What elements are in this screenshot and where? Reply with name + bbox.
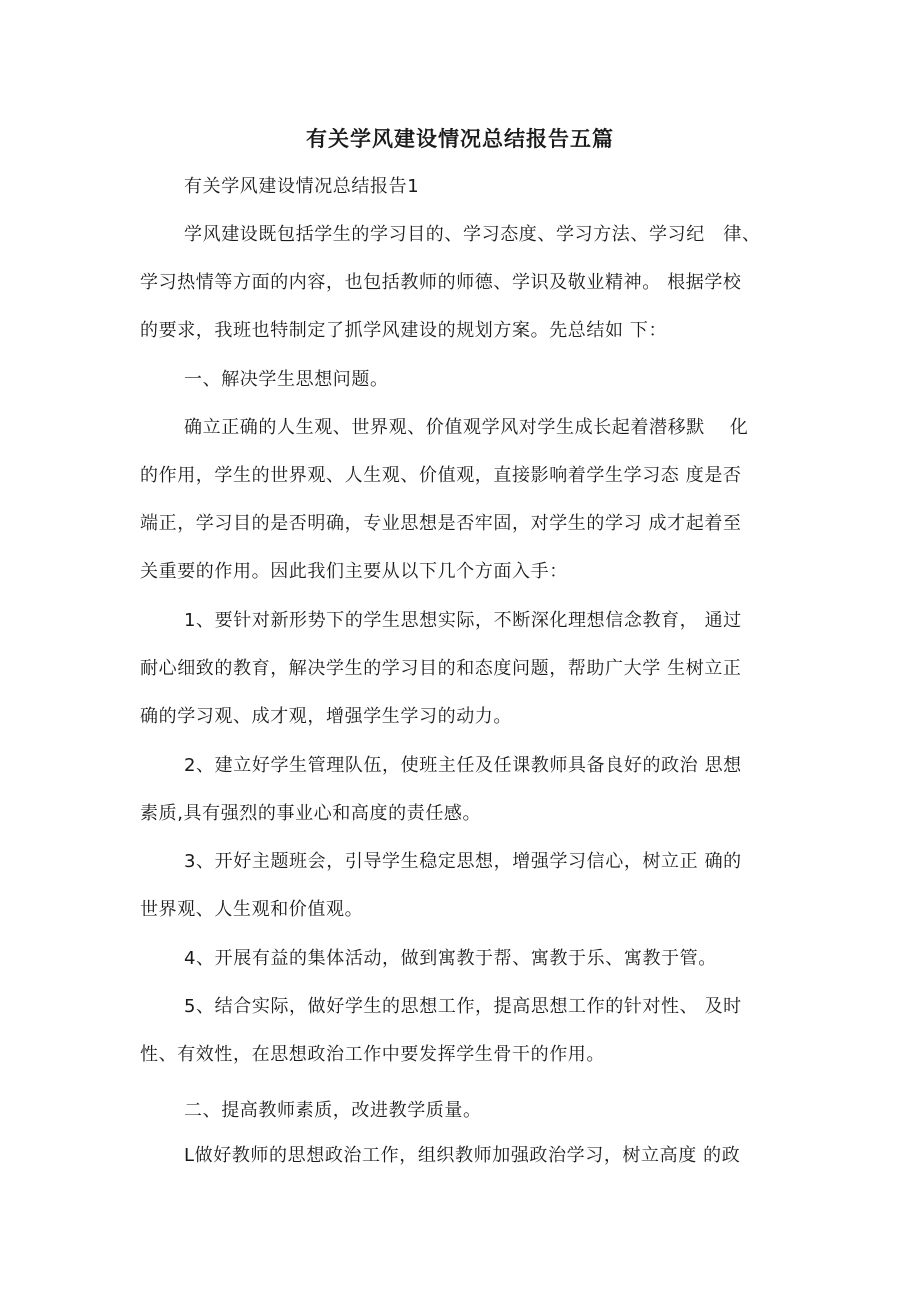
paragraph-line: L做好教师的思想政治工作，组织教师加强政治学习，树立高度 的政: [184, 1145, 741, 1166]
section-heading-1: 一、解决学生思想问题。: [184, 369, 389, 390]
paragraph-line: 端正，学习目的是否明确，专业思想是否牢固，对学生的学习 成才起着至: [140, 513, 742, 534]
paragraph-line: 确的学习观、成才观，增强学生学习的动力。: [140, 706, 512, 727]
list-item-1: 1、要针对新形势下的学生思想实际，不断深化理想信念教育， 通过: [184, 610, 742, 631]
list-item-3: 3、开好主题班会，引导学生稳定思想，增强学习信心，树立正 确的: [184, 851, 742, 872]
document-title: 有关学风建设情况总结报告五篇: [306, 127, 614, 151]
list-item-5: 5、结合实际，做好学生的思想工作，提高思想工作的针对性、 及时: [184, 996, 742, 1017]
list-item-4: 4、开展有益的集体活动，做到寓教于帮、寓教于乐、寓教于管。: [184, 948, 717, 969]
paragraph-line: 世界观、人生观和价值观。: [140, 899, 364, 920]
paragraph-line: 的作用，学生的世界观、人生观、价值观，直接影响着学生学习态 度是否: [140, 465, 742, 486]
paragraph-line: 耐心细致的教育，解决学生的学习目的和态度问题，帮助广大学 生树立正: [140, 658, 742, 679]
section-heading-2: 二、提高教师素质，改进教学质量。: [184, 1100, 482, 1121]
list-item-2: 2、建立好学生管理队伍，使班主任及任课教师具备良好的政治 思想: [184, 755, 742, 776]
paragraph-line: 的要求，我班也特制定了抓学风建设的规划方案。先总结如 下：: [140, 320, 668, 341]
paragraph-line: 确立正确的人生观、世界观、价值观学风对学生成长起着潜移默 化: [184, 417, 749, 438]
paragraph-line: 性、有效性，在思想政治工作中要发挥学生骨干的作用。: [140, 1044, 605, 1065]
paragraph-line: 素质,具有强烈的事业心和高度的责任感。: [140, 803, 482, 824]
paragraph-line: 学风建设既包括学生的学习目的、学习态度、学习方法、学习纪 律、: [184, 224, 761, 245]
paragraph-line: 关重要的作用。因此我们主要从以下几个方面入手：: [140, 561, 568, 582]
report-subtitle: 有关学风建设情况总结报告1: [184, 176, 420, 197]
paragraph-line: 学习热情等方面的内容，也包括教师的师德、学识及敬业精神。 根据学校: [140, 272, 742, 293]
